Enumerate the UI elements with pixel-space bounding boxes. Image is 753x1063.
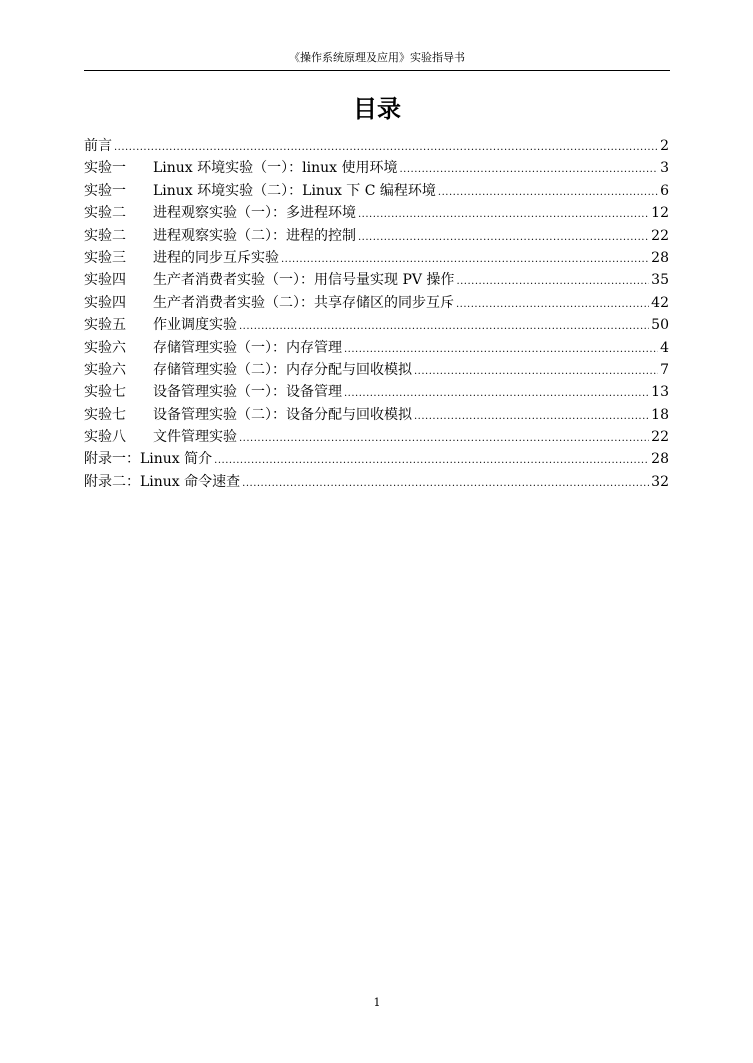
page-number: 1: [373, 996, 381, 1009]
toc-dot-leader: [242, 473, 649, 495]
toc-dot-leader: [214, 450, 649, 472]
toc-dot-leader: [438, 182, 658, 204]
toc-entry-title: 生产者消费者实验（二）：共享存储区的同步互斥: [153, 294, 454, 311]
toc-entry-page: 28: [651, 249, 669, 266]
toc-dot-leader: [344, 339, 658, 361]
toc-entry[interactable]: [84, 337, 669, 359]
toc-entry-label: 实验四: [84, 294, 126, 311]
toc-dot-leader: [414, 406, 649, 428]
toc-entry[interactable]: [84, 426, 669, 448]
toc-entry-page: 12: [651, 205, 669, 222]
toc-entry-page: 6: [660, 182, 669, 199]
toc-entry-label: 实验一: [84, 160, 126, 177]
toc-entry[interactable]: [84, 471, 669, 493]
toc-entry-page: 7: [660, 361, 669, 378]
toc-entry[interactable]: [84, 202, 669, 224]
toc-entry[interactable]: [84, 292, 669, 314]
toc-entry-title: 进程观察实验（二）：进程的控制: [153, 227, 356, 244]
toc-entry-page: 2: [660, 138, 669, 154]
toc-entry-page: 4: [660, 339, 669, 356]
toc-entry-label: 实验三: [84, 249, 126, 266]
toc-dot-leader: [239, 316, 649, 338]
header-rule: [84, 70, 670, 71]
toc-dot-leader: [358, 227, 649, 249]
toc-entry-label: 实验六: [84, 361, 126, 378]
toc-entry-page: 22: [651, 429, 669, 446]
toc-dot-leader: [358, 204, 649, 226]
toc-entry[interactable]: [84, 448, 669, 470]
toc-entry-title: 生产者消费者实验（一）：用信号量实现 PV 操作: [153, 272, 455, 289]
toc-entry-label: 实验五: [84, 317, 126, 334]
toc-entry-page: 18: [651, 406, 669, 423]
toc-entry[interactable]: [84, 314, 669, 336]
toc-entry[interactable]: [84, 359, 669, 381]
toc-entry[interactable]: [84, 247, 669, 269]
toc-entry-title: 存储管理实验（一）：内存管理: [153, 339, 342, 356]
toc-entry[interactable]: [84, 269, 669, 291]
toc-entry-page: 32: [651, 473, 669, 490]
toc-dot-leader: [400, 159, 659, 181]
toc-entry-label: 实验七: [84, 406, 126, 423]
toc-dot-leader: [344, 383, 649, 405]
toc-entry-label: 实验二: [84, 227, 126, 244]
toc-entry-page: 3: [660, 160, 669, 177]
toc-entry-label: 实验七: [84, 384, 126, 401]
toc-entry-page: 13: [651, 384, 669, 401]
toc-entry-label: 实验四: [84, 272, 126, 289]
toc-entry-page: 42: [651, 294, 669, 311]
toc-entry[interactable]: [84, 135, 669, 157]
toc-entry[interactable]: [84, 404, 669, 426]
toc-entry-label: 实验一: [84, 182, 126, 199]
toc-entry-title: Linux 环境实验（一）：linux 使用环境: [153, 160, 398, 177]
toc-entry-title: Linux 环境实验（二）：Linux 下 C 编程环境: [153, 182, 436, 199]
toc-entry-title: 设备管理实验（二）：设备分配与回收模拟: [153, 406, 412, 423]
toc-entry[interactable]: [84, 180, 669, 202]
toc-entry-title: 进程观察实验（一）：多进程环境: [153, 205, 356, 222]
toc-entry-title: 作业调度实验: [153, 317, 237, 334]
toc-entry-title: 存储管理实验（二）：内存分配与回收模拟: [153, 361, 412, 378]
page-header: 《操作系统原理及应用》实验指导书: [289, 51, 465, 64]
toc-entry[interactable]: [84, 157, 669, 179]
toc-entry-page: 28: [651, 451, 669, 468]
table-of-contents: [84, 135, 669, 493]
toc-entry-title: 进程的同步互斥实验: [153, 249, 279, 266]
toc-dot-leader: [281, 249, 649, 271]
toc-entry-label: 实验二: [84, 205, 126, 222]
toc-dot-leader: [456, 271, 649, 293]
toc-entry-title: 设备管理实验（一）：设备管理: [153, 384, 342, 401]
toc-title: 目录: [353, 95, 401, 123]
toc-entry[interactable]: [84, 225, 669, 247]
toc-entry-title: 附录二：Linux 命令速查: [84, 473, 241, 490]
toc-dot-leader: [114, 137, 658, 159]
toc-entry-label: 实验六: [84, 339, 126, 356]
toc-entry-page: 35: [651, 272, 669, 289]
toc-entry-page: 50: [651, 317, 669, 334]
toc-dot-leader: [456, 294, 649, 316]
toc-entry-title: 文件管理实验: [153, 429, 237, 446]
toc-entry-title: 前言: [84, 138, 112, 154]
toc-entry-label: 实验八: [84, 429, 126, 446]
toc-dot-leader: [414, 361, 658, 383]
toc-entry-title: 附录一：Linux 简介: [84, 451, 213, 468]
toc-entry[interactable]: [84, 381, 669, 403]
toc-dot-leader: [239, 428, 649, 450]
toc-entry-page: 22: [651, 227, 669, 244]
